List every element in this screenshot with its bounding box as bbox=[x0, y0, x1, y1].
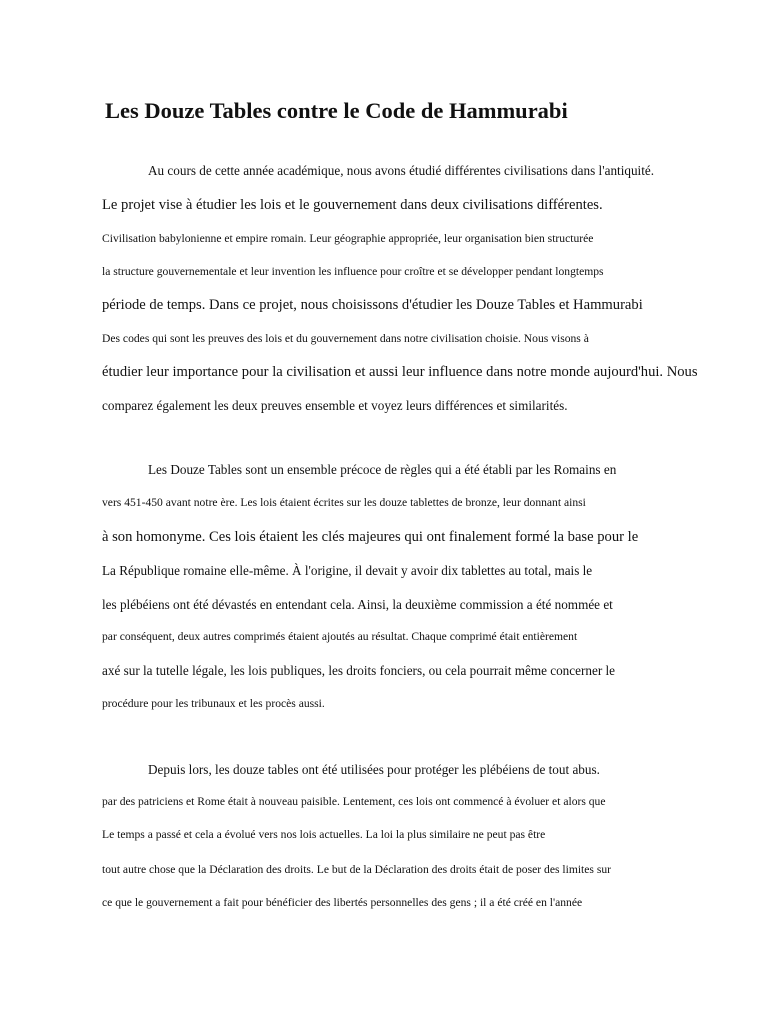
paragraph-1-line-3: Civilisation babylonienne et empire romain. Leur géographie appropriée, leur organisation bien structurée bbox=[102, 232, 594, 245]
paragraph-2-line-3: à son homonyme. Ces lois étaient les clés majeures qui ont finalement formé la base pour le bbox=[102, 529, 639, 545]
paragraph-1-line-8: comparez également les deux preuves ensemble et voyez leurs différences et similarités. bbox=[102, 398, 568, 413]
paragraph-3-line-4: tout autre chose que la Déclaration des droits. Le but de la Déclaration des droits était de poser des limites sur bbox=[102, 863, 611, 876]
paragraph-2-line-8: procédure pour les tribunaux et les procès aussi. bbox=[102, 697, 325, 710]
paragraph-3-line-5: ce que le gouvernement a fait pour bénéficier des libertés personnelles des gens ; il a été créé en l'année bbox=[102, 896, 583, 909]
paragraph-2-line-5: les plébéiens ont été dévastés en entendant cela. Ainsi, la deuxième commission a été nommée et bbox=[102, 597, 613, 612]
paragraph-1-line-1: Au cours de cette année académique, nous avons étudié différentes civilisations dans l'antiquité. bbox=[148, 163, 655, 178]
paragraph-1-line-6: Des codes qui sont les preuves des lois et du gouvernement dans notre civilisation choisie. Nous visons à bbox=[102, 332, 589, 345]
paragraph-3-line-2: par des patriciens et Rome était à nouveau paisible. Lentement, ces lois ont commencé à évoluer et alors que bbox=[102, 795, 606, 808]
paragraph-1-line-4: la structure gouvernementale et leur invention les influence pour croître et se développer pendant longtemps bbox=[102, 265, 604, 278]
paragraph-3-line-3: Le temps a passé et cela a évolué vers nos lois actuelles. La loi la plus similaire ne peut pas être bbox=[102, 828, 546, 841]
paragraph-2-line-2: vers 451-450 avant notre ère. Les lois étaient écrites sur les douze tablettes de bronze, leur donnant ainsi bbox=[102, 496, 586, 509]
paragraph-2-line-1: Les Douze Tables sont un ensemble précoce de règles qui a été établi par les Romains en bbox=[148, 462, 617, 477]
paragraph-2-line-7: axé sur la tutelle légale, les lois publiques, les droits fonciers, ou cela pourrait même concerner le bbox=[102, 663, 616, 678]
document-title: Les Douze Tables contre le Code de Hammurabi bbox=[105, 98, 568, 123]
paragraph-2-line-4: La République romaine elle-même. À l'origine, il devait y avoir dix tablettes au total, mais le bbox=[102, 563, 593, 578]
paragraph-1-line-5: période de temps. Dans ce projet, nous choisissons d'étudier les Douze Tables et Hammurabi bbox=[102, 297, 643, 313]
paragraph-2-line-6: par conséquent, deux autres comprimés étaient ajoutés au résultat. Chaque comprimé était entièrement bbox=[102, 630, 578, 643]
paragraph-1-line-7: étudier leur importance pour la civilisation et aussi leur influence dans notre monde aujourd'hui. Nous bbox=[102, 364, 698, 380]
paragraph-3-line-1: Depuis lors, les douze tables ont été utilisées pour protéger les plébéiens de tout abus. bbox=[148, 762, 600, 777]
paragraph-1-line-2: Le projet vise à étudier les lois et le gouvernement dans deux civilisations différentes. bbox=[102, 197, 603, 213]
